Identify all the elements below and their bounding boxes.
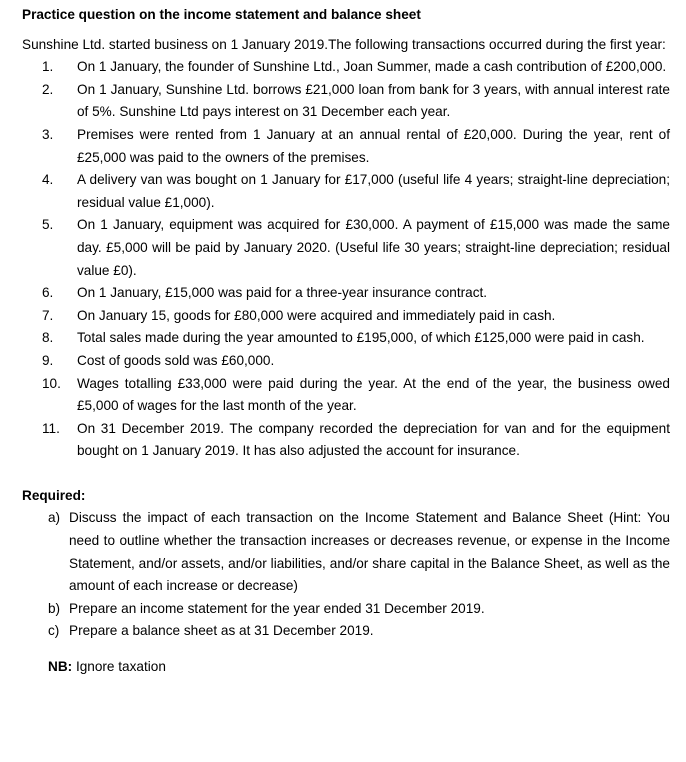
list-text: On 1 January, Sunshine Ltd. borrows £21,000 loan from bank for 3 years, with annual interest rate of 5%. Sunshine Ltd pays interest on 31 December each year. bbox=[77, 81, 670, 120]
list-item bbox=[22, 79, 670, 124]
list-item bbox=[22, 327, 670, 350]
required-heading: Required: bbox=[22, 487, 86, 503]
list-item bbox=[22, 124, 670, 169]
intro-paragraph: Sunshine Ltd. started business on 1 January 2019.The following transactions occurred during the first year: bbox=[22, 36, 666, 52]
list-item bbox=[22, 507, 670, 597]
nb-text: Ignore taxation bbox=[75, 659, 166, 675]
list-text: Cost of goods sold was £60,000. bbox=[77, 352, 275, 368]
list-text: Prepare an income statement for the year ended 31 December 2019. bbox=[69, 600, 485, 616]
list-item bbox=[22, 418, 670, 463]
list-number: 9. bbox=[42, 352, 54, 368]
list-text: On January 15, goods for £80,000 were acquired and immediately paid in cash. bbox=[77, 307, 556, 323]
required-list bbox=[22, 507, 670, 643]
list-number: 5. bbox=[42, 217, 54, 233]
list-text: Prepare a balance sheet as at 31 December 2019. bbox=[69, 623, 374, 639]
list-text: Wages totalling £33,000 were paid during the year. At the end of the year, the business owed £5,000 of wages for the last month of the year. bbox=[77, 375, 670, 414]
list-item bbox=[22, 305, 670, 328]
list-number: 3. bbox=[42, 126, 54, 142]
list-item bbox=[22, 56, 670, 79]
list-text: On 1 January, £15,000 was paid for a three-year insurance contract. bbox=[77, 285, 488, 301]
list-item bbox=[22, 214, 670, 282]
list-letter: c) bbox=[48, 623, 60, 639]
list-number: 6. bbox=[42, 285, 54, 301]
list-number: 11. bbox=[42, 420, 60, 436]
document-title: Practice question on the income statement and balance sheet bbox=[22, 7, 421, 22]
list-text: On 31 December 2019. The company recorded the depreciation for van and for the equipment bought on 1 January 2019. It has also adjusted the account for insurance. bbox=[77, 420, 670, 459]
list-text: Discuss the impact of each transaction on the Income Statement and Balance Sheet (Hint: You need to outline whether the transaction increases or decreases revenue, or expense in the Income Statement, and/or assets, and/or liabilities, and/or share capital in the Balance Sheet, as well as the amount of each increase or decrease) bbox=[69, 510, 670, 594]
list-letter: a) bbox=[48, 510, 61, 526]
list-text: On 1 January, equipment was acquired for £30,000. A payment of £15,000 was made the same day. £5,000 will be paid by January 2020. (Useful life 30 years; straight-line depreciation; residual value £0). bbox=[77, 217, 670, 278]
list-number: 7. bbox=[42, 307, 54, 323]
list-item bbox=[22, 169, 670, 214]
list-number: 10. bbox=[42, 375, 61, 391]
list-item bbox=[22, 598, 670, 621]
list-number: 8. bbox=[42, 330, 54, 346]
list-item bbox=[22, 282, 670, 305]
list-item bbox=[22, 620, 670, 643]
transaction-list bbox=[22, 56, 670, 463]
required-section bbox=[22, 485, 670, 679]
list-item bbox=[22, 350, 670, 373]
list-item bbox=[22, 373, 670, 418]
list-number: 2. bbox=[42, 81, 54, 97]
list-text: Total sales made during the year amounted to £195,000, of which £125,000 were paid in cash. bbox=[77, 330, 645, 346]
list-text: On 1 January, the founder of Sunshine Ltd., Joan Summer, made a cash contribution of £200,000. bbox=[77, 59, 667, 75]
list-letter: b) bbox=[48, 600, 61, 616]
list-number: 1. bbox=[42, 59, 54, 75]
nb-label: NB: bbox=[48, 659, 73, 675]
list-number: 4. bbox=[42, 172, 54, 188]
nb-note bbox=[22, 656, 670, 679]
list-text: A delivery van was bought on 1 January for £17,000 (useful life 4 years; straight-line depreciation; residual value £1,000). bbox=[77, 172, 670, 210]
list-text: Premises were rented from 1 January at an annual rental of £20,000. During the year, rent of £25,000 was paid to the owners of the premises. bbox=[77, 126, 670, 165]
